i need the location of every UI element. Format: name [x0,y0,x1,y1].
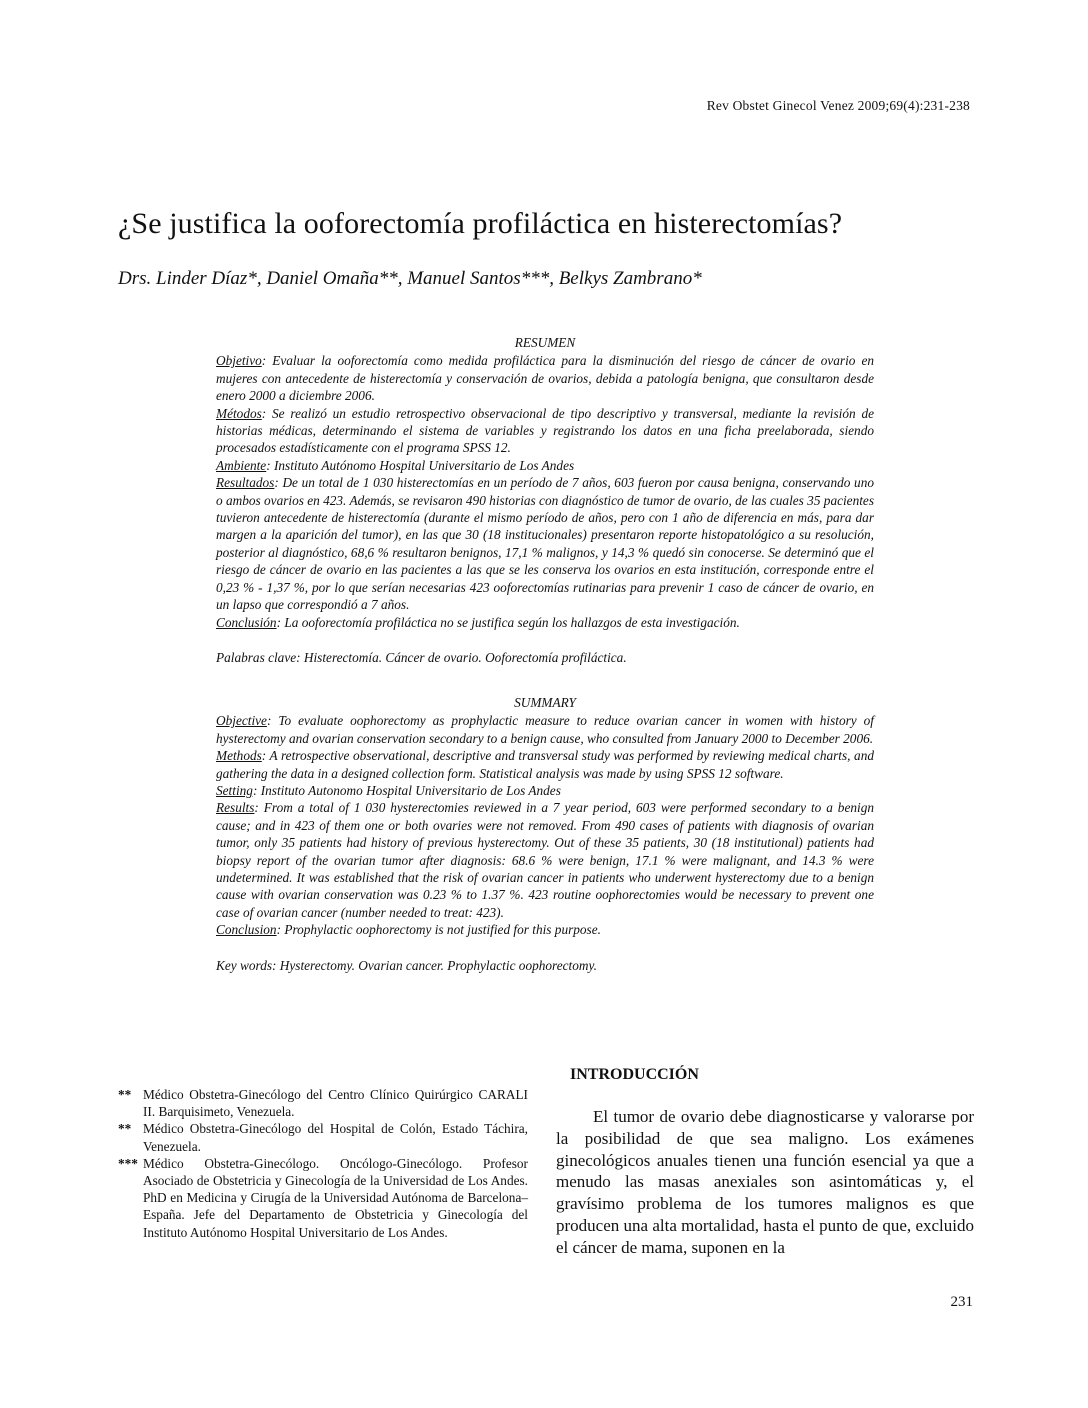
palabras-clave: Palabras clave: Histerectomía. Cáncer de ovario. Ooforectomía profiláctica. [216,649,627,665]
setting-label: Setting [216,783,253,799]
footnote [118,1120,528,1154]
article-title: ¿Se justifica la ooforectomía profiláctica en histerectomías? [118,207,843,240]
page-number: 231 [950,1294,973,1310]
footnote-text: Médico Obstetra-Ginecólogo del Centro Clínico Quirúrgico CARALI II. Barquisimeto, Venezuela. [143,1087,528,1120]
ambiente-label: Ambiente [216,457,267,473]
journal-reference: Rev Obstet Ginecol Venez 2009;69(4):231-238 [706,98,970,113]
objective-text: : To evaluate oophorectomy as prophylactic measure to reduce ovarian cancer in women with history of hysterectomy and ovarian conservation secondary to a benign cause, who consulted from January 2000 to December 2006. [216,713,874,746]
resultados-text: : De un total de 1 030 histerectomías en un período de 7 años, 603 fueron por causa benigna, conservando uno o ambos ovarios en 423. Además, se revisaron 490 historias con diagnóstico de tumor de ovario, de las cuales 35 pacientes tuvieron antecedente de histerectomía (durante el mismo período de años, pero con 1 año de diferencia en más, para dar margen a la aparición del tumor), en las que 30 (18 institucionales) presentaron reporte histopatológico a su resolución, posterior al diagnóstico, 68,6 % resultaron benignos, 17,1 % malignos, y 14,3 % quedó sin conocerse. Se determinó que el riesgo de cáncer de ovario en las pacientes a las que se les conserva los ovarios en esta institución, corresponde entre el 0,23 % - 1,37 %, por lo que serían necesarias 423 ooforectomías rutinarias para prevenir 1 caso de cáncer de ovario, en un lapso que correspondió a 7 años. [216,475,875,613]
footnote-mark: ** [118,1087,132,1102]
resultados-label: Resultados [216,475,275,491]
objetivo-label: Objetivo [216,353,262,369]
results-label: Results [216,800,255,816]
summary-setting [216,782,874,799]
results-text: : From a total of 1 030 hysterectomies reviewed in a 7 year period, 603 were performed secondary to a benign cause; and in 423 of them one or both ovaries were not removed. From 490 cases of patients with diagnosis of ovarian tumor, only 35 patients had history of previous hysterectomy. Out of these 35 patients, 30 (18 institutional) patients had biopsy report of the ovarian tumor after diagnosis: 68.6 % were benign, 17.1 % were malignant, and 14.3 % were undetermined. It was established that the risk of ovarian cancer in patients who underwent hysterectomy due to a benign cause with ovarian conservation was 0.23 % to 1.37 %. 423 routine oophorectomies would be necessary to prevent one case of ovarian cancer (number needed to treat: 423). [216,800,874,920]
introduction-body: El tumor de ovario debe diagnosticarse y valorarse por la posibilidad de que sea maligno. Los exámenes ginecológicos anuales tienen una función esencial ya que a menudo las masas anexiales son asintomáticas y, el gravísimo problema de los tumores malignos es que producen una alta mortalidad, hasta el punto de que, excluido el cáncer de mama, suponen en la [556,1107,974,1257]
footnote-text: Médico Obstetra-Ginecólogo. Oncólogo-Ginecólogo. Profesor Asociado de Obstetricia y Ginecología de la Universidad de Los Andes. PhD en Medicina y Cirugía de la Universidad Autónoma de Barcelona–España. Jefe del Departamento de Obstetricia y Ginecología del Instituto Autónomo Hospital Universitario de Los Andes. [143,1155,528,1240]
resumen-metodos [216,405,874,457]
summary-conclusion [216,921,874,938]
footnote [118,1086,528,1120]
metodos-text: : Se realizó un estudio retrospectivo observacional de tipo descriptivo y transversal, mediante la revisión de historias médicas, determinando el sistema de variables y registrando los datos en una ficha preelaborada, siendo procesados estadísticamente con el programa SPSS 12. [216,405,874,456]
footnote-mark: *** [118,1155,138,1171]
footnote [118,1155,528,1241]
resumen-resultados [216,474,874,613]
objective-label: Objective [216,713,267,729]
summary-heading: SUMMARY [514,695,576,710]
abstract-english [216,694,874,974]
introduction-heading: INTRODUCCIÓN [570,1066,699,1083]
resumen-conclusion [216,614,874,631]
metodos-label: Métodos [216,405,262,421]
footnote-mark: ** [118,1121,132,1137]
conclusion-label-en: Conclusion [216,922,277,938]
summary-results [216,799,874,921]
conclusion-text: : La ooforectomía profiláctica no se justifica según los hallazgos de esta investigación. [276,614,740,630]
summary-objective [216,712,874,747]
methods-text: : A retrospective observational, descriptive and transversal study was performed by reviewing medical charts, and gathering the data in a designed collection form. Statistical analysis was made by using SPSS 12 software. [216,748,874,781]
conclusion-text-en: : Prophylactic oophorectomy is not justified for this purpose. [276,922,601,938]
methods-label: Methods [216,748,262,764]
conclusion-label: Conclusión [216,614,277,630]
abstract-spanish [216,334,874,666]
summary-methods [216,747,874,782]
resumen-ambiente [216,457,874,474]
setting-text: : Instituto Autonomo Hospital Universitario de Los Andes [252,783,561,799]
footnote-text: Médico Obstetra-Ginecólogo del Hospital de Colón, Estado Táchira, Venezuela. [143,1121,528,1154]
objetivo-text: : Evaluar la ooforectomía como medida profiláctica para la disminución del riesgo de cáncer de ovario en mujeres con antecedente de histerectomía y conservación de ovarios, debida a patología benigna, que consultaron desde enero 2000 a diciembre 2006. [216,353,874,404]
resumen-objetivo [216,352,874,404]
key-words: Key words: Hysterectomy. Ovarian cancer. Prophylactic oophorectomy. [216,957,597,973]
resumen-heading: RESUMEN [514,335,576,350]
author-list: Drs. Linder Díaz*, Daniel Omaña**, Manuel Santos***, Belkys Zambrano* [118,268,702,289]
author-footnotes [118,1086,528,1241]
ambiente-text: : Instituto Autónomo Hospital Universitario de Los Andes [266,457,575,473]
